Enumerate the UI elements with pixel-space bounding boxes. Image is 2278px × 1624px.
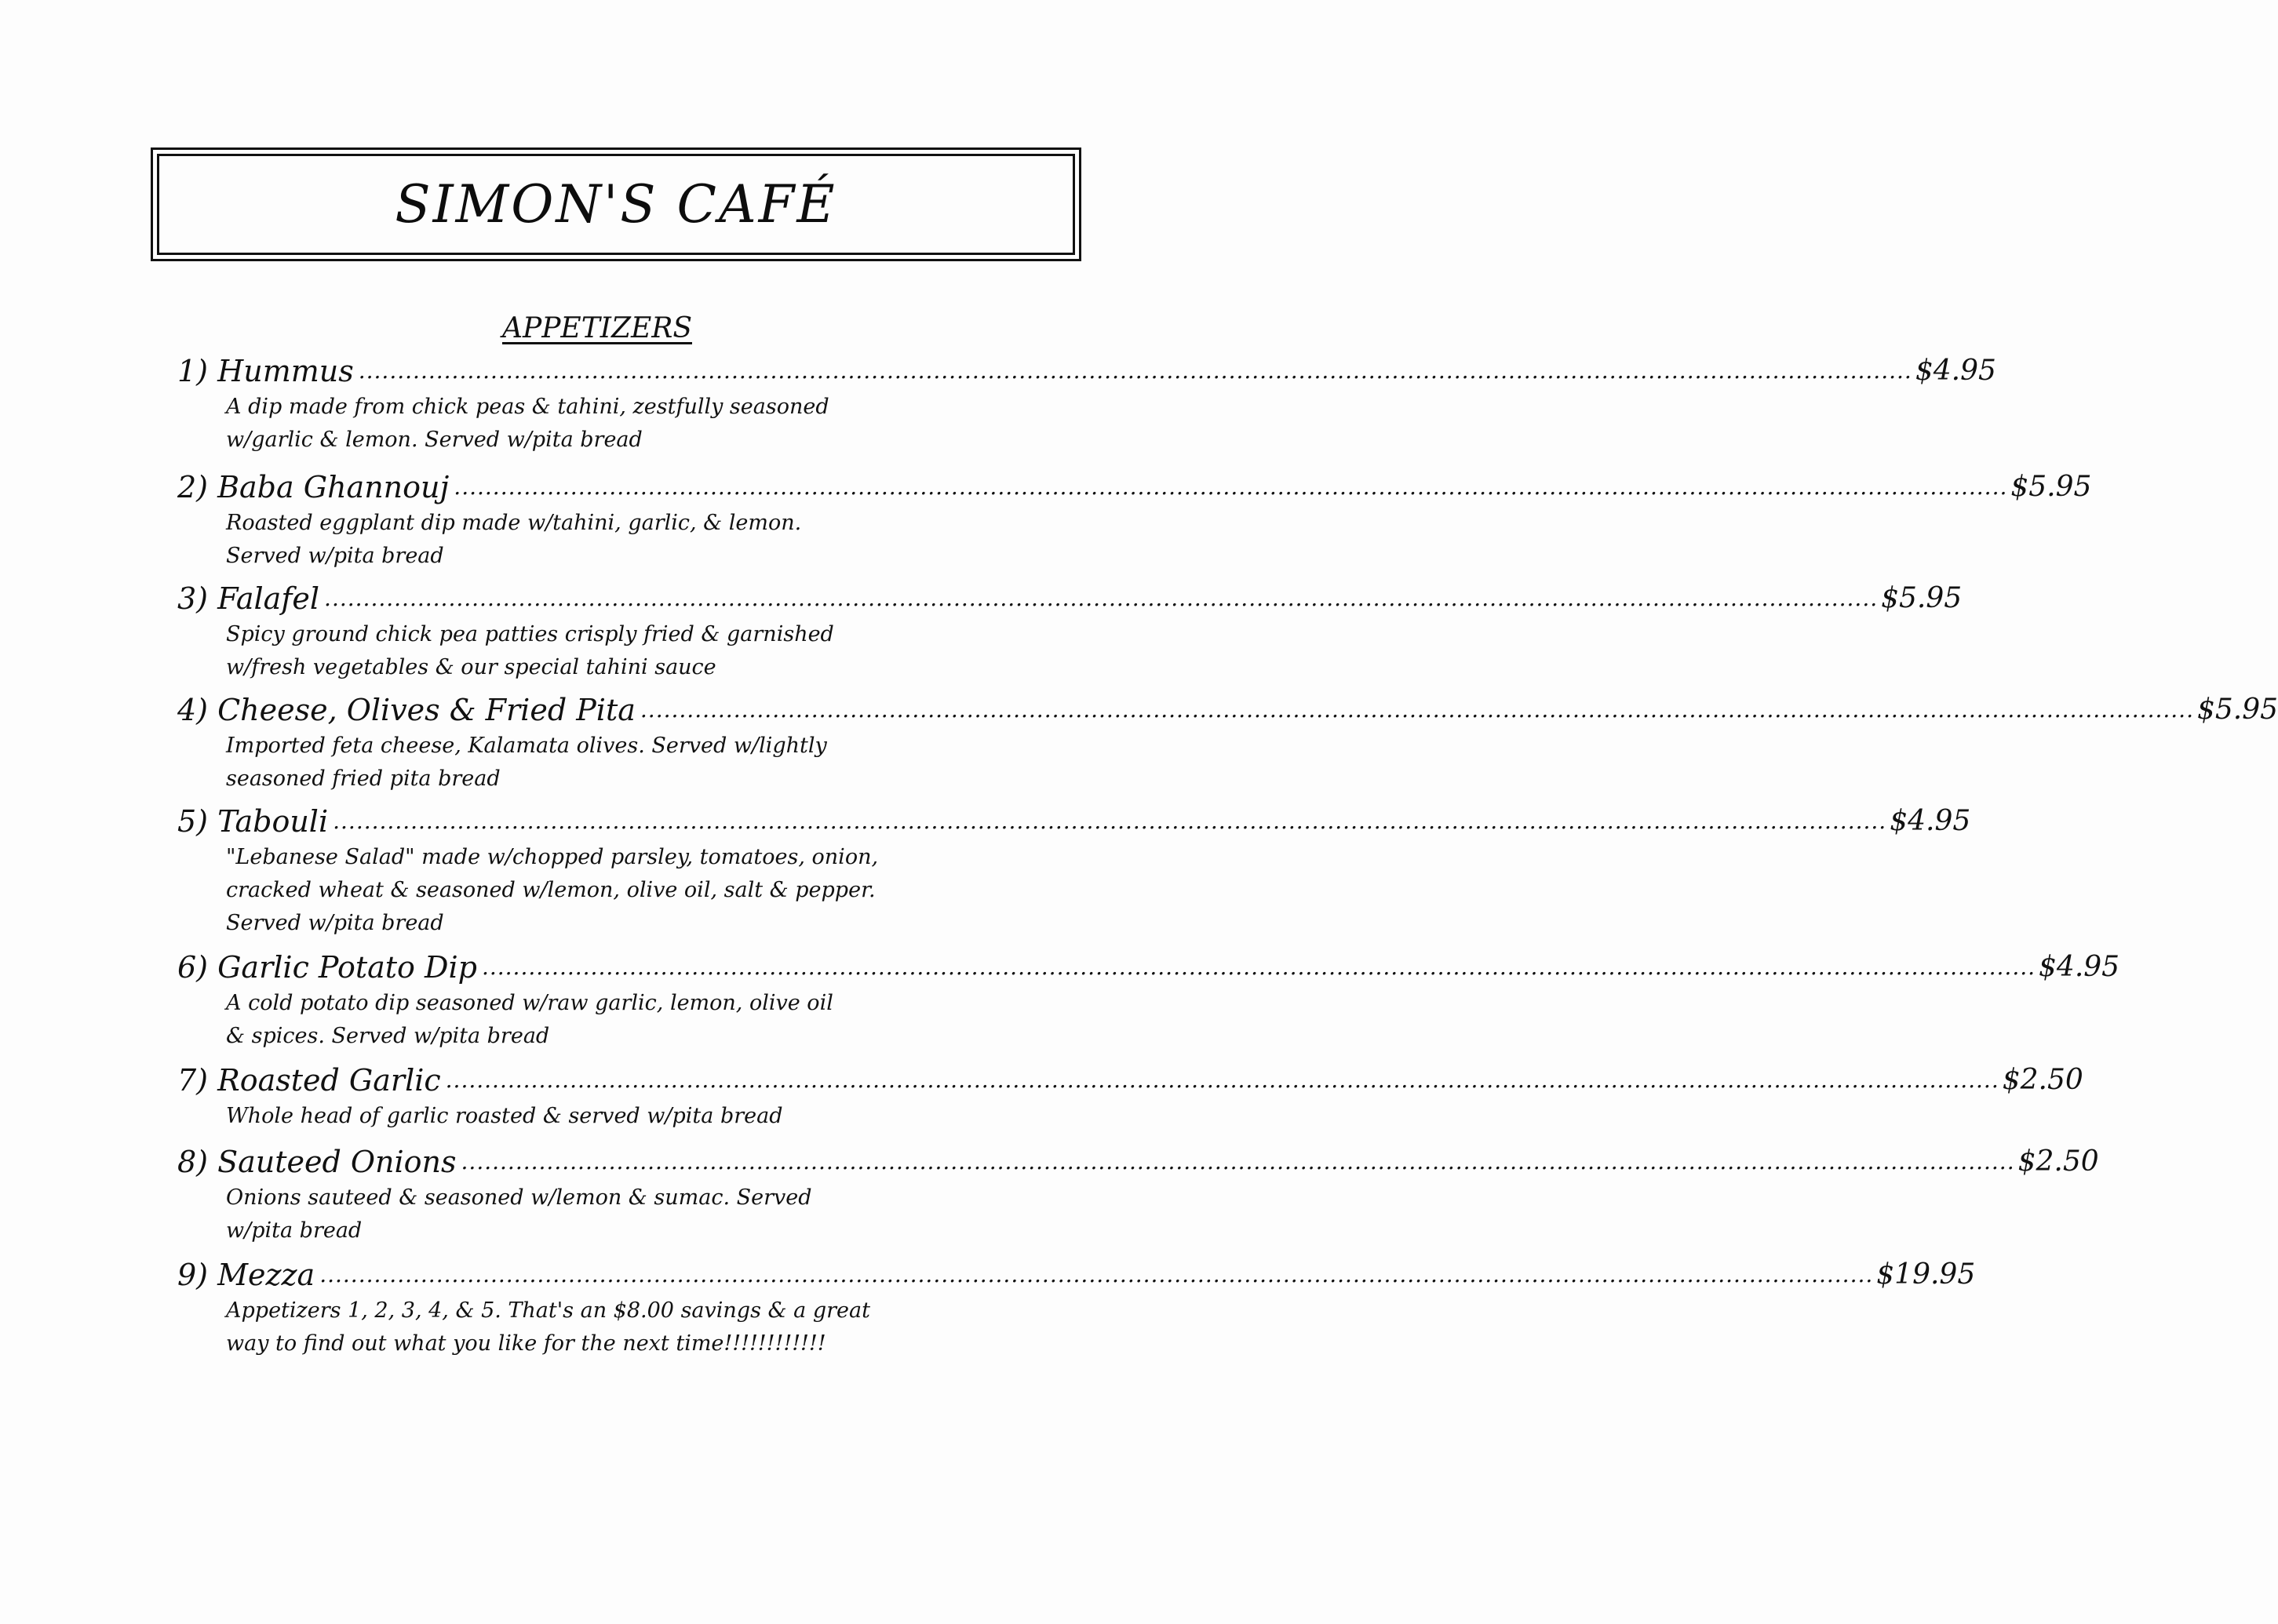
dot-leader: ........................................................................................................................................................................................................ <box>333 808 1887 834</box>
menu-item-price: $2.50 <box>2017 1145 2099 1178</box>
menu-item-description <box>177 730 877 796</box>
menu-item-name: 4) Cheese, Olives & Fried Pita <box>177 693 636 727</box>
dot-leader: ........................................................................................................................................................................................................ <box>461 1149 2015 1174</box>
dot-leader: ........................................................................................................................................................................................................ <box>319 1262 1874 1287</box>
dot-leader: ........................................................................................................................................................................................................ <box>640 697 2194 723</box>
menu-item-heading <box>177 351 1996 391</box>
dot-leader: ........................................................................................................................................................................................................ <box>445 1067 1999 1093</box>
menu-item-description <box>177 1294 877 1360</box>
menu-item <box>177 1255 1976 1360</box>
title-inner-border <box>157 154 1075 255</box>
menu-item-name: 2) Baba Ghannouj <box>177 470 450 504</box>
menu-item-price: $5.95 <box>1881 582 1963 614</box>
menu-item-heading <box>177 1142 2099 1182</box>
description-line: w/garlic & lemon. Served w/pita bread <box>226 428 643 452</box>
menu-item-price: $4.95 <box>1915 355 1996 387</box>
description-line: Served w/pita bread <box>226 544 444 568</box>
menu-item-heading <box>177 1255 1976 1294</box>
menu-item-price: $2.50 <box>2002 1064 2083 1096</box>
menu-item-name: 7) Roasted Garlic <box>177 1063 441 1098</box>
menu-item-price: $4.95 <box>2039 951 2120 983</box>
description-line: way to find out what you like for the next time!!!!!!!!!!!! <box>226 1331 826 1356</box>
description-line: A dip made from chick peas & tahini, zestfully seasoned <box>226 395 829 419</box>
menu-item <box>177 468 2092 573</box>
menu-item <box>177 948 2120 1053</box>
description-line: "Lebanese Salad" made w/chopped parsley, tomatoes, onion, <box>226 845 879 869</box>
title-frame <box>151 147 1081 261</box>
menu-list <box>177 351 2278 1370</box>
menu-item-price: $4.95 <box>1890 805 1971 837</box>
menu-item-description <box>177 841 877 940</box>
section-heading: APPETIZERS <box>501 312 692 344</box>
menu-item <box>177 351 1996 457</box>
dot-leader: ........................................................................................................................................................................................................ <box>481 954 2036 980</box>
menu-item <box>177 690 2278 796</box>
description-line: Appetizers 1, 2, 3, 4, & 5. That's an $8.00 savings & a great <box>226 1298 870 1323</box>
menu-item-name: 3) Falafel <box>177 581 320 616</box>
description-line: Spicy ground chick pea patties crisply fried & garnished <box>226 622 834 646</box>
dot-leader: ........................................................................................................................................................................................................ <box>324 585 1879 611</box>
menu-item-description <box>177 391 877 457</box>
menu-item <box>177 802 1971 940</box>
menu-item-name: 5) Tabouli <box>177 804 329 839</box>
menu-item-heading <box>177 690 2278 730</box>
menu-item-description <box>177 1100 877 1133</box>
description-line: w/fresh vegetables & our special tahini sauce <box>226 655 716 679</box>
description-line: w/pita bread <box>226 1218 363 1243</box>
menu-item-price: $5.95 <box>2196 694 2278 726</box>
menu-item <box>177 1061 2083 1133</box>
description-line: cracked wheat & seasoned w/lemon, olive oil, salt & pepper. <box>226 878 876 902</box>
description-line: Served w/pita bread <box>226 911 444 935</box>
description-line: Onions sauteed & seasoned w/lemon & sumac. Served <box>226 1185 812 1210</box>
menu-item <box>177 579 1963 684</box>
description-line: & spices. Served w/pita bread <box>226 1024 550 1048</box>
menu-item-price: $19.95 <box>1876 1258 1976 1291</box>
menu-item-description <box>177 618 877 684</box>
menu-item-price: $5.95 <box>2010 471 2092 503</box>
menu-item-name: 9) Mezza <box>177 1258 315 1292</box>
description-line: Whole head of garlic roasted & served w/pita bread <box>226 1104 783 1128</box>
menu-item-description <box>177 507 877 573</box>
menu-item-heading <box>177 1061 2083 1100</box>
dot-leader: ........................................................................................................................................................................................................ <box>358 358 1912 384</box>
dot-leader: ........................................................................................................................................................................................................ <box>454 474 2008 500</box>
menu-item-description <box>177 987 877 1053</box>
menu-item-description <box>177 1182 877 1247</box>
description-line: Imported feta cheese, Kalamata olives. Served w/lightly <box>226 734 827 758</box>
menu-item-heading <box>177 948 2120 987</box>
menu-item-name: 8) Sauteed Onions <box>177 1145 457 1179</box>
menu-item-name: 1) Hummus <box>177 354 354 388</box>
description-line: seasoned fried pita bread <box>226 766 501 791</box>
menu-item-heading <box>177 802 1971 841</box>
description-line: A cold potato dip seasoned w/raw garlic, lemon, olive oil <box>226 991 833 1015</box>
menu-item <box>177 1142 2099 1247</box>
menu-item-heading <box>177 468 2092 507</box>
restaurant-title: SIMON'S CAFÉ <box>395 174 837 235</box>
description-line: Roasted eggplant dip made w/tahini, garlic, & lemon. <box>226 511 802 535</box>
menu-item-heading <box>177 579 1963 618</box>
menu-item-name: 6) Garlic Potato Dip <box>177 950 477 985</box>
